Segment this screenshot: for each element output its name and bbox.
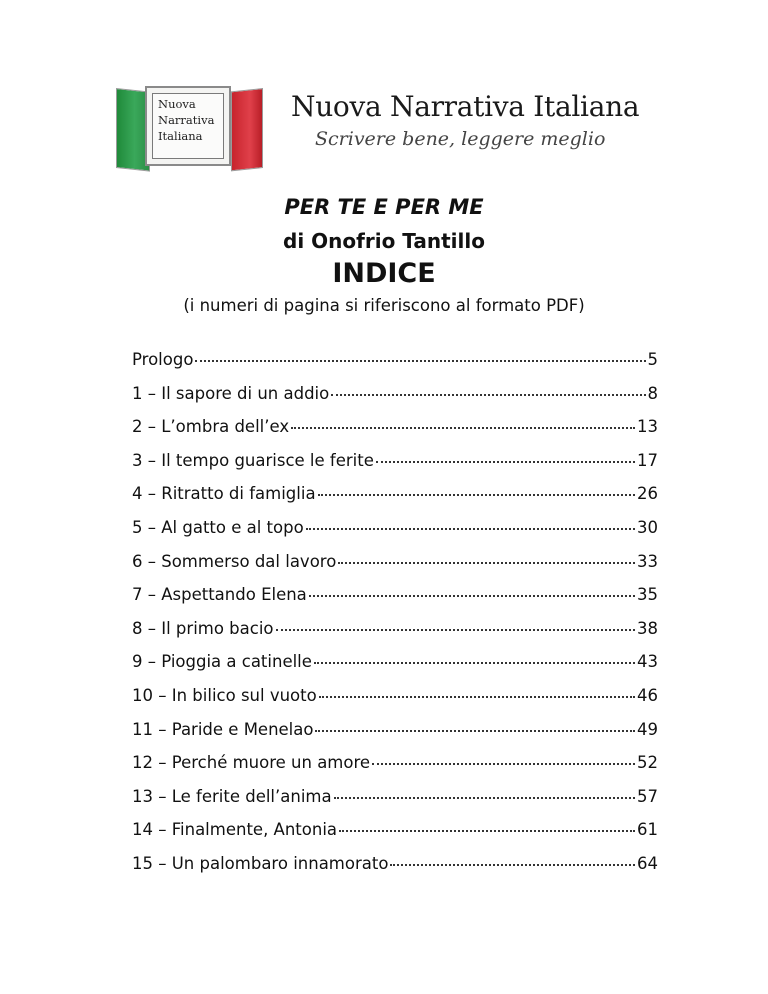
toc-page-number: 17 — [637, 450, 658, 470]
toc-entry-title: 14 – Finalmente, Antonia — [132, 820, 338, 840]
toc-entry-title: Prologo — [132, 350, 194, 369]
toc-page-number: 33 — [637, 551, 658, 571]
toc-dot-leader — [195, 360, 645, 362]
book-author: di Onofrio Tantillo — [283, 229, 485, 253]
toc-page-number: 52 — [637, 753, 658, 773]
publisher-logo — [113, 84, 263, 170]
toc-entry[interactable] — [132, 753, 658, 787]
toc-page-number: 26 — [637, 484, 658, 504]
toc-entry-title: 15 – Un palombaro innamorato — [132, 853, 389, 873]
toc-entry-title: 2 – L’ombra dell’ex — [132, 417, 290, 437]
toc-dot-leader — [334, 797, 635, 799]
toc-entry[interactable] — [132, 619, 658, 653]
toc-page-number: 13 — [637, 417, 658, 437]
toc-entry[interactable] — [132, 518, 658, 552]
toc-page-number: 30 — [637, 517, 658, 537]
toc-entry[interactable] — [132, 552, 658, 586]
toc-page-number: 46 — [637, 685, 658, 705]
brand-title: Nuova Narrativa Italiana — [291, 90, 640, 123]
toc-dot-leader — [315, 730, 635, 732]
toc-entry[interactable] — [132, 854, 658, 888]
index-note: (i numeri di pagina si riferiscono al formato PDF) — [183, 296, 585, 315]
toc-dot-leader — [318, 494, 635, 496]
table-of-contents — [132, 350, 658, 888]
toc-dot-leader — [306, 528, 635, 530]
toc-dot-leader — [331, 394, 645, 396]
toc-entry-title: 6 – Sommerso dal lavoro — [132, 551, 337, 571]
toc-entry[interactable] — [132, 484, 658, 518]
toc-entry-title: 3 – Il tempo guarisce le ferite — [132, 450, 374, 470]
toc-entry[interactable] — [132, 384, 658, 418]
toc-page-number: 49 — [637, 719, 658, 739]
toc-entry[interactable] — [132, 787, 658, 821]
book-title: PER TE E PER ME — [284, 195, 484, 219]
toc-dot-leader — [319, 696, 635, 698]
toc-entry[interactable] — [132, 451, 658, 485]
toc-page-number: 5 — [647, 350, 658, 369]
toc-dot-leader — [291, 427, 635, 429]
logo-line-1: Nuova — [158, 97, 196, 111]
toc-entry-title: 4 – Ritratto di famiglia — [132, 484, 316, 504]
toc-entry[interactable] — [132, 350, 658, 384]
publisher-header — [113, 84, 673, 170]
toc-entry-title: 5 – Al gatto e al topo — [132, 517, 304, 537]
toc-dot-leader — [372, 763, 635, 765]
logo-text — [158, 96, 214, 144]
toc-page-number: 38 — [637, 618, 658, 638]
toc-entry[interactable] — [132, 417, 658, 451]
toc-page-number: 43 — [637, 652, 658, 672]
logo-frame — [145, 86, 231, 166]
toc-dot-leader — [314, 662, 635, 664]
toc-entry[interactable] — [132, 686, 658, 720]
toc-dot-leader — [376, 461, 635, 463]
index-heading: INDICE — [332, 258, 436, 289]
toc-page-number: 61 — [637, 820, 658, 840]
toc-entry-title: 7 – Aspettando Elena — [132, 585, 307, 605]
toc-entry[interactable] — [132, 820, 658, 854]
toc-page-number: 57 — [637, 786, 658, 806]
toc-dot-leader — [390, 864, 635, 866]
toc-dot-leader — [339, 830, 635, 832]
toc-page-number: 64 — [637, 853, 658, 873]
toc-entry-title: 11 – Paride e Menelao — [132, 719, 314, 739]
toc-entry-title: 12 – Perché muore un amore — [132, 753, 371, 773]
toc-page-number: 35 — [637, 585, 658, 605]
toc-page-number: 8 — [647, 383, 658, 403]
toc-entry-title: 1 – Il sapore di un addio — [132, 383, 330, 403]
toc-entry-title: 13 – Le ferite dell’anima — [132, 786, 332, 806]
toc-dot-leader — [309, 595, 635, 597]
toc-dot-leader — [276, 629, 635, 631]
toc-entry-title: 9 – Pioggia a catinelle — [132, 652, 312, 672]
toc-entry-title: 10 – In bilico sul vuoto — [132, 685, 317, 705]
toc-entry[interactable] — [132, 720, 658, 754]
toc-entry[interactable] — [132, 585, 658, 619]
toc-entry-title: 8 – Il primo bacio — [132, 618, 274, 638]
logo-red-panel — [231, 88, 263, 171]
toc-entry[interactable] — [132, 652, 658, 686]
toc-dot-leader — [338, 562, 635, 564]
logo-line-3: Italiana — [158, 129, 203, 143]
logo-line-2: Narrativa — [158, 113, 215, 127]
brand-subtitle: Scrivere bene, leggere meglio — [315, 128, 606, 150]
